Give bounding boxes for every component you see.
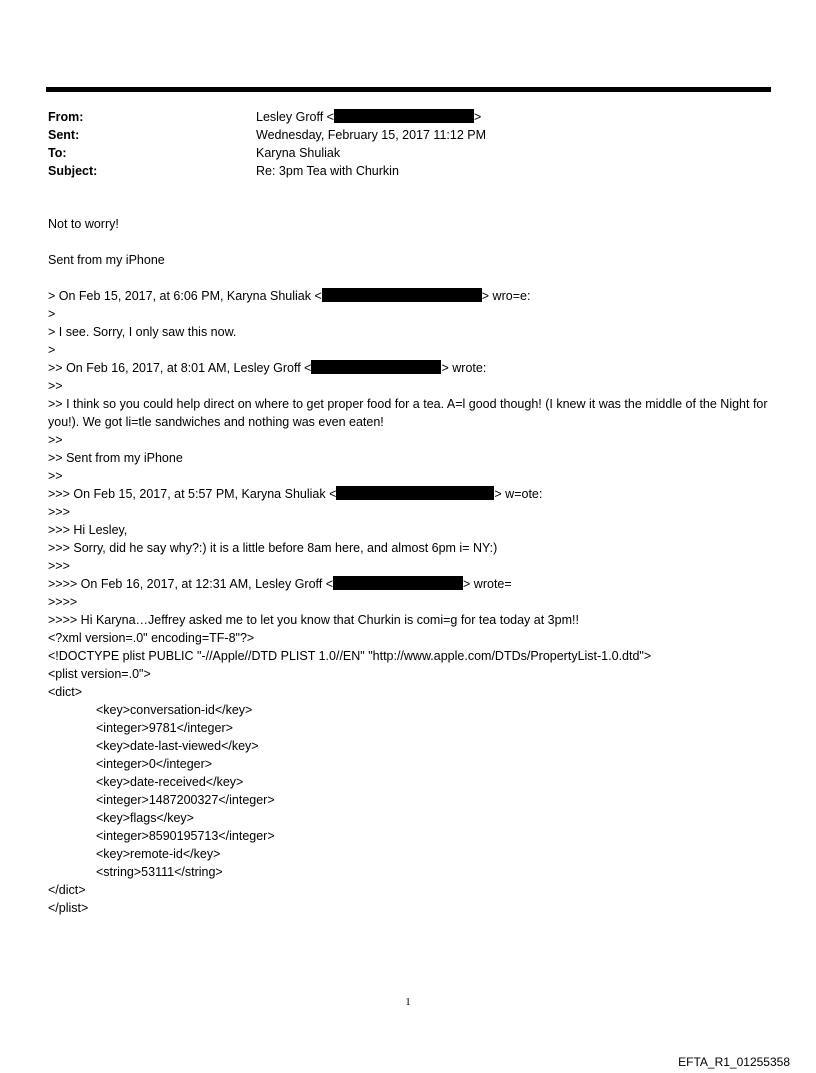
redaction-box: [311, 360, 441, 374]
plist-line: <key>date-received</key>: [96, 775, 244, 789]
from-close: >: [473, 110, 482, 124]
quote-text: >>>> On Feb 16, 2017, at 12:31 AM, Lesley Groff <: [48, 577, 334, 591]
redaction-box: [322, 288, 482, 302]
plist-line: <dict>: [48, 685, 83, 699]
quote-line: >>: [48, 433, 63, 447]
quote-line: >>: [48, 379, 63, 393]
body-line: Sent from my iPhone: [48, 253, 165, 267]
from-value: [256, 108, 481, 126]
plist-line: <plist version=.0">: [48, 667, 151, 681]
plist-line: <!DOCTYPE plist PUBLIC "-//Apple//DTD PLIST 1.0//EN" "http://www.apple.com/DTDs/PropertyList-1.0.dtd">: [48, 649, 652, 663]
quote-line: [48, 287, 773, 305]
quote-text: >>> On Feb 15, 2017, at 5:57 PM, Karyna Shuliak <: [48, 487, 337, 501]
plist-line: <key>conversation-id</key>: [96, 703, 253, 717]
quote-text: > On Feb 15, 2017, at 6:06 PM, Karyna Shuliak <: [48, 289, 322, 303]
bates-number: EFTA_R1_01255358: [678, 1055, 790, 1069]
quote-line: >> Sent from my iPhone: [48, 451, 183, 465]
quote-line: >>>: [48, 505, 70, 519]
quote-line: >>>> Hi Karyna…Jeffrey asked me to let you know that Churkin is comi=g for tea today at 3pm!!: [48, 613, 579, 627]
quote-text: >> On Feb 16, 2017, at 8:01 AM, Lesley Groff <: [48, 361, 312, 375]
plist-line: <key>date-last-viewed</key>: [96, 739, 259, 753]
plist-line: <integer>1487200327</integer>: [96, 793, 275, 807]
plist-line: <key>flags</key>: [96, 811, 194, 825]
quote-line: [48, 485, 773, 503]
redaction-box: [334, 109, 474, 123]
redaction-box: [336, 486, 494, 500]
sent-value: Wednesday, February 15, 2017 11:12 PM: [256, 128, 486, 142]
quote-text: > wrote:: [441, 361, 487, 375]
to-label: To:: [48, 146, 67, 160]
quote-line: >>> Hi Lesley,: [48, 523, 128, 537]
quote-line: >>>>: [48, 595, 78, 609]
redaction-box: [333, 576, 463, 590]
subject-label: Subject:: [48, 164, 98, 178]
plist-line: <integer>0</integer>: [96, 757, 213, 771]
to-value: Karyna Shuliak: [256, 146, 341, 160]
quote-line: [48, 359, 773, 377]
quote-line: >>: [48, 469, 63, 483]
quote-line: > I see. Sorry, I only saw this now.: [48, 325, 237, 339]
quote-line: >: [48, 343, 56, 357]
plist-line: <key>remote-id</key>: [96, 847, 221, 861]
quote-line: >>>: [48, 559, 70, 573]
plist-line: <string>53111</string>: [96, 865, 223, 879]
plist-line: <integer>9781</integer>: [96, 721, 233, 735]
quote-text: > wrote=: [463, 577, 512, 591]
quote-line: >>> Sorry, did he say why?:) it is a little before 8am here, and almost 6pm i= NY:): [48, 541, 498, 555]
from-label: From:: [48, 110, 84, 124]
body-line: Not to worry!: [48, 217, 119, 231]
quote-text: > w=ote:: [494, 487, 543, 501]
quote-line: >: [48, 307, 56, 321]
from-name: Lesley Groff <: [256, 110, 334, 124]
page-number: 1: [405, 996, 411, 1008]
quote-line: >> I think so you could help direct on where to get proper food for a tea. A=l good though! (I knew it was the middle of the Night for you!). We got li=tle sandwiches and nothing was even eaten!: [48, 397, 768, 429]
quote-line: [48, 575, 773, 593]
quote-text: > wro=e:: [481, 289, 531, 303]
plist-line: </plist>: [48, 901, 89, 915]
plist-line: <?xml version=.0" encoding=TF-8"?>: [48, 631, 255, 645]
plist-line: </dict>: [48, 883, 86, 897]
subject-value: Re: 3pm Tea with Churkin: [256, 164, 399, 178]
sent-label: Sent:: [48, 128, 80, 142]
header-rule: [46, 87, 771, 92]
plist-line: <integer>8590195713</integer>: [96, 829, 275, 843]
